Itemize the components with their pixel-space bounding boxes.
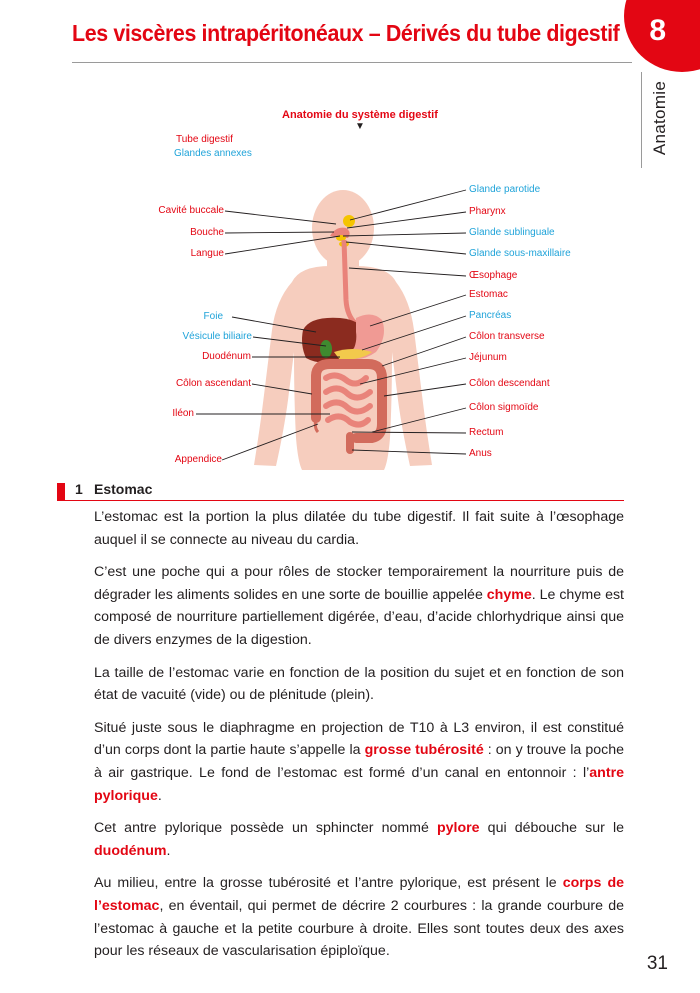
label-glande-parotide: Glande parotide <box>469 184 541 195</box>
paragraph-3: La taille de l’estomac varie en fonction de la position du sujet et en fonction de son état de vacuité (vide) ou de plénitude (plein). <box>94 664 624 704</box>
label-vesicule-biliaire: Vésicule biliaire <box>182 331 252 342</box>
label-estomac: Estomac <box>469 289 508 300</box>
keyword-chyme: chyme <box>486 586 532 603</box>
label-oesophage: Œsophage <box>469 270 518 281</box>
chapter-number: 8 <box>649 14 666 47</box>
legend-accessory-glands: Glandes annexes <box>174 148 252 159</box>
legend-digestive-tract: Tube digestif <box>176 134 233 145</box>
label-bouche: Bouche <box>190 227 224 238</box>
side-section-label: Anatomie <box>650 80 669 156</box>
label-rectum: Rectum <box>469 427 504 438</box>
keyword-corps-estomac: corps de l’estomac <box>94 875 624 914</box>
section-title: Estomac <box>94 481 153 497</box>
keyword-antre-pylorique: antre pylorique <box>94 764 624 804</box>
paragraph-4: Situé juste sous le diaphragme en projection de T10 à L3 environ, il est constitué d’un corps dont la partie haute s’appelle la grosse tubérosité : on y trouve la poche à air gastrique. Le fond de l’estomac est formé d’un canal en entonnoir : l’antre pylorique. <box>94 719 624 804</box>
label-anus: Anus <box>469 448 492 459</box>
paragraph-1: L’estomac est la portion la plus dilatée du tube digestif. Il fait suite à l’œsophage auquel il se connecte au niveau du cardia. <box>94 509 624 548</box>
section-body <box>94 506 624 973</box>
section-number: 1 <box>75 481 83 497</box>
section-marker <box>57 483 65 501</box>
keyword-grosse-tuberosite: grosse tubérosité <box>364 742 484 759</box>
label-colon-transverse: Côlon transverse <box>469 331 545 342</box>
label-pancreas: Pancréas <box>469 310 512 321</box>
label-pharynx: Pharynx <box>469 206 506 217</box>
label-cavite-buccale: Cavité buccale <box>158 205 224 216</box>
label-foie: Foie <box>203 311 223 322</box>
keyword-duodenum: duodénum <box>94 842 167 859</box>
figure-title: Anatomie du système digestif <box>282 109 438 121</box>
label-glande-sublinguale: Glande sublinguale <box>469 227 555 238</box>
label-duodenum: Duodénum <box>202 351 251 362</box>
page-number: 31 <box>646 953 668 974</box>
paragraph-5: Cet antre pylorique possède un sphincter nommé pylore qui débouche sur le duodénum. <box>94 820 624 859</box>
down-arrow-icon: ▼ <box>355 121 365 132</box>
gallbladder <box>320 340 332 358</box>
digestive-system-illustration <box>0 0 700 480</box>
label-jejunum: Jéjunum <box>469 352 507 363</box>
label-colon-sigmoide: Côlon sigmoïde <box>469 402 539 413</box>
paragraph-2: C’est une poche qui a pour rôles de stocker temporairement la nourriture puis de dégrader les aliments solides en une sorte de bouillie appelée chyme. Le chyme est composé de nourriture partiellement digérée, d’eau, d’acide chlorhydrique ainsi que de divers enzymes de la digestion. <box>94 564 624 648</box>
page-title: Les viscères intrapéritonéaux – Dérivés du tube digestif <box>72 20 620 46</box>
label-colon-ascendant: Côlon ascendant <box>175 378 251 389</box>
parotid-gland <box>343 215 355 227</box>
section-divider <box>57 500 624 501</box>
label-colon-descendant: Côlon descendant <box>469 378 550 389</box>
label-langue: Langue <box>190 248 224 259</box>
paragraph-6: Au milieu, entre la grosse tubérosité et l’antre pylorique, est présent le corps de l’estomac, en éventail, qui permet de décrire 2 courbures : la grande courbure de l’estomac à gauche et la petite courbure à droite. Elles sont toutes deux des axes pour les réseaux de vascularisation épiploïque. <box>94 875 624 960</box>
label-glande-sous-maxillaire: Glande sous-maxillaire <box>469 248 571 259</box>
keyword-pylore: pylore <box>437 820 480 837</box>
label-appendice: Appendice <box>174 454 222 465</box>
label-ileon: Iléon <box>172 408 194 419</box>
